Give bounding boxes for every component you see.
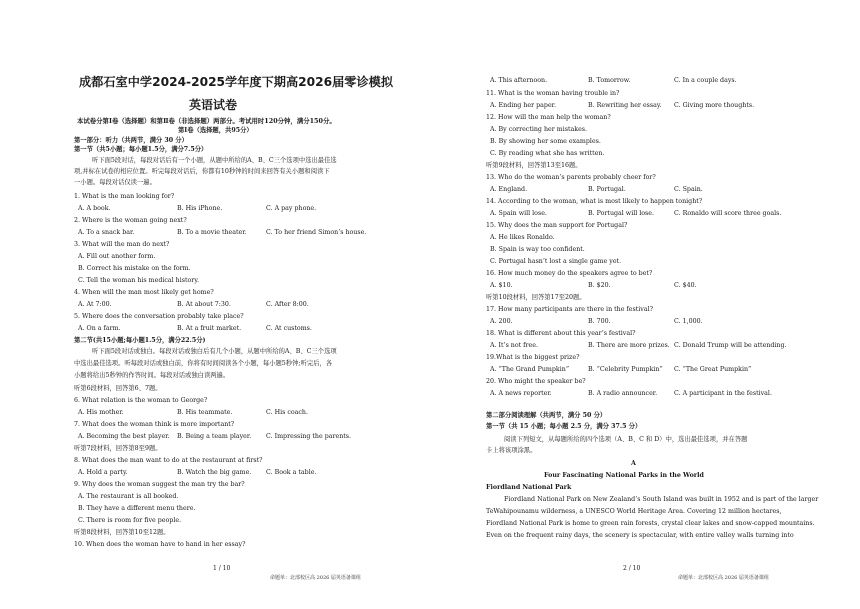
option: A. A news reporter.: [490, 390, 552, 397]
option: A. Hold a party.: [78, 469, 128, 476]
question: 2. Where is the woman going next?: [74, 217, 187, 224]
question: 18. What is different about this year’s festival?: [486, 330, 636, 337]
page-number: 2 / 10: [623, 565, 641, 572]
question: 5. Where does the conversation probably take place?: [74, 313, 244, 320]
question: 19.What is the biggest prize?: [486, 354, 580, 361]
option: B. His teammate.: [177, 409, 233, 416]
option: A. By correcting her mistakes.: [490, 126, 588, 133]
question: 17. How many participants are there in the festival?: [486, 306, 653, 313]
option: A. It’s not free.: [490, 342, 538, 349]
option: B. Portugal will lose.: [588, 210, 654, 217]
option: B. There are more prizes.: [588, 342, 670, 349]
option: B. 700.: [588, 318, 611, 325]
option: C. To her friend Simon’s house.: [266, 229, 367, 236]
option: C. Spain.: [674, 186, 703, 193]
option: B. Being a team player.: [177, 433, 252, 440]
option: B. By showing her some examples.: [490, 138, 601, 145]
option: C. There is room for five people.: [78, 517, 182, 524]
option: A. $10.: [490, 282, 513, 289]
page-footer: 命题单：北部校区高 2026 届英语备课组: [270, 575, 361, 581]
option: B. At a fruit market.: [177, 325, 242, 332]
option: A. He likes Ronaldo.: [490, 234, 555, 241]
material-note: 听第6段材料，回答第6、7题。: [74, 385, 162, 392]
option: C. A pay phone.: [266, 205, 317, 212]
directions: 卡上将该项涂黑。: [486, 447, 537, 454]
option: C. Giving more thoughts.: [674, 102, 755, 109]
option: B. Portugal.: [588, 186, 626, 193]
option: C. Tell the woman his medical history.: [78, 277, 200, 284]
option: A. “The Grand Pumpkin”: [490, 366, 570, 373]
material-note: 听第9段材料，回答第13至16题。: [486, 162, 582, 169]
section-heading: 第二节(共15小题;每小题1.5分，满分22.5分): [74, 337, 206, 344]
section-heading: 第一节（共5小题；每小题1.5分，满分7.5分）: [74, 146, 208, 153]
material-note: 听第10段材料，回答第17至20题。: [486, 294, 586, 301]
option: B. His iPhone.: [177, 205, 223, 212]
option: A. This afternoon.: [490, 77, 548, 84]
option: C. By reading what she has written.: [490, 150, 605, 157]
option: B. $20.: [588, 282, 611, 289]
volume-header: 第Ⅰ卷（选择题，共95分）: [178, 127, 253, 134]
question: 4. When will the man most likely get home?: [74, 289, 214, 296]
option: C. Impressing the parents.: [266, 433, 352, 440]
question: 20. Who might the speaker be?: [486, 378, 586, 385]
option: B. They have a different menu there.: [78, 505, 196, 512]
question: 6. What relation is the woman to George?: [74, 397, 208, 404]
directions: 阅读下列短文，从每题所给的四个选项（A、B、C 和 D）中，选出最佳选项，并在答题: [504, 436, 748, 443]
option: A. The restaurant is all booked.: [78, 493, 179, 500]
exam-subtitle: 英语试卷: [189, 98, 238, 112]
directions: 听下面5段对话，每段对话后有一个小题，从题中所给的A、B、C三个选项中选出最佳选: [92, 157, 337, 164]
option: B. Correct his mistake on the form.: [78, 265, 191, 272]
option: B. A radio announcer.: [588, 390, 658, 397]
option: B. Rewriting her essay.: [588, 102, 662, 109]
option: B. To a movie theater.: [177, 229, 247, 236]
directions: 中选出最佳选项。听每段对话或独白前，你将有时间阅读各个小题，每小题5秒钟;听完后，各: [74, 360, 333, 367]
question: 11. What is the woman having trouble in?: [486, 90, 620, 97]
option: A. His mother.: [78, 409, 124, 416]
directions: 项,并标在试卷的相应位置。听完每段对话后，你都有10秒钟的时间来回答有关小题和阅读下: [74, 168, 330, 175]
exam-info: 本试卷分第Ⅰ卷（选择题）和第Ⅱ卷（非选择题）两部分。考试用时120分钟，满分150分。: [77, 117, 336, 125]
passage-line: Even on the frequent rainy days, the scenery is spectacular, with entire valley walls turning into: [486, 532, 794, 539]
option: B. “Celebrity Pumpkin”: [588, 366, 663, 373]
material-note: 听第8段材料，回答第10至12题。: [74, 529, 170, 536]
option: A. Becoming the best player.: [78, 433, 170, 440]
option: C. After 8:00.: [266, 301, 309, 308]
question: 14. According to the woman, what is most likely to happen tonight?: [486, 198, 703, 205]
option: A. A book.: [78, 205, 111, 212]
option: B. Watch the big game.: [177, 469, 252, 476]
section-heading: 第一节（共 15 小题；每小题 2.5 分，满分 37.5 分）: [486, 423, 642, 430]
passage-letter: A: [631, 460, 636, 467]
question: 3. What will the man do next?: [74, 241, 170, 248]
option: C. 1,000.: [674, 318, 703, 325]
question: 15. Why does the man support for Portugal?: [486, 222, 628, 229]
page-footer: 命题单：北部校区高 2026 届英语备课组: [678, 575, 769, 581]
option: C. At customs.: [266, 325, 312, 332]
directions: 听下面5段对话或独白。每段对话或独白后有几个小题，从题中所给的A、B、C三个选项: [92, 348, 337, 355]
option: A. Fill out another form.: [78, 253, 156, 260]
exam-page-right: [430, 0, 860, 609]
option: C. His coach.: [266, 409, 308, 416]
option: C. $40.: [674, 282, 697, 289]
question: 7. What does the woman think is more important?: [74, 421, 235, 428]
option: C. Donald Trump will be attending.: [674, 342, 787, 349]
question: 13. Who do the woman’s parents probably cheer for?: [486, 174, 656, 181]
part-heading: 第二部分阅读理解（共两节，满分 50 分）: [486, 412, 607, 419]
option: C. Portugal hasn’t lost a single game yet.: [490, 258, 622, 265]
option: A. 200.: [490, 318, 513, 325]
question: 9. Why does the woman suggest the man try the bar?: [74, 481, 245, 488]
question: 1. What is the man looking for?: [74, 193, 175, 200]
option: B. At about 7:30.: [177, 301, 231, 308]
question: 10. When does the woman have to hand in her essay?: [74, 541, 246, 548]
option: A. Ending her paper.: [490, 102, 556, 109]
option: C. A participant in the festival.: [674, 390, 772, 397]
option: B. Tomorrow.: [588, 77, 631, 84]
question: 8. What does the man want to do at the restaurant at first?: [74, 457, 263, 464]
option: C. “The Great Pumpkin”: [674, 366, 752, 373]
park-heading: Fiordland National Park: [486, 484, 572, 491]
option: C. In a couple days.: [674, 77, 737, 84]
passage-line: Fiordland National Park on New Zealand’s South Island was built in 1952 and is part of the larger: [504, 496, 819, 503]
exam-title: 成都石室中学2024-2025学年度下期高2026届零诊模拟: [79, 75, 394, 89]
option: B. Spain is way too confident.: [490, 246, 585, 253]
question: 12. How will the man help the woman?: [486, 114, 611, 121]
option: C. Book a table.: [266, 469, 317, 476]
option: A. On a farm.: [78, 325, 121, 332]
part-heading: 第一部分：听力（共两节，满分 30 分）: [74, 137, 188, 144]
passage-line: Fiordland National Park is home to green rain forests, crystal clear lakes and snow-capped mountains.: [486, 520, 815, 527]
option: A. At 7:00.: [78, 301, 112, 308]
page-number: 1 / 10: [213, 565, 231, 572]
option: A. To a snack bar.: [78, 229, 135, 236]
material-note: 听第7段材料，回答第8至9题。: [74, 445, 162, 452]
option: A. Spain will lose.: [490, 210, 547, 217]
option: A. England.: [490, 186, 528, 193]
passage-line: TeWahipounamu wilderness, a UNESCO World Heritage Area. Covering 12 million hectares,: [486, 508, 782, 515]
directions: 小题将给出5秒钟的作答时间。每段对话或独白读两遍。: [74, 372, 230, 379]
directions: 一小题。每段对话仅读一遍。: [74, 179, 156, 186]
passage-title: Four Fascinating National Parks in the World: [544, 472, 704, 479]
question: 16. How much money do the speakers agree to bet?: [486, 270, 653, 277]
option: C. Ronaldo will score three goals.: [674, 210, 782, 217]
